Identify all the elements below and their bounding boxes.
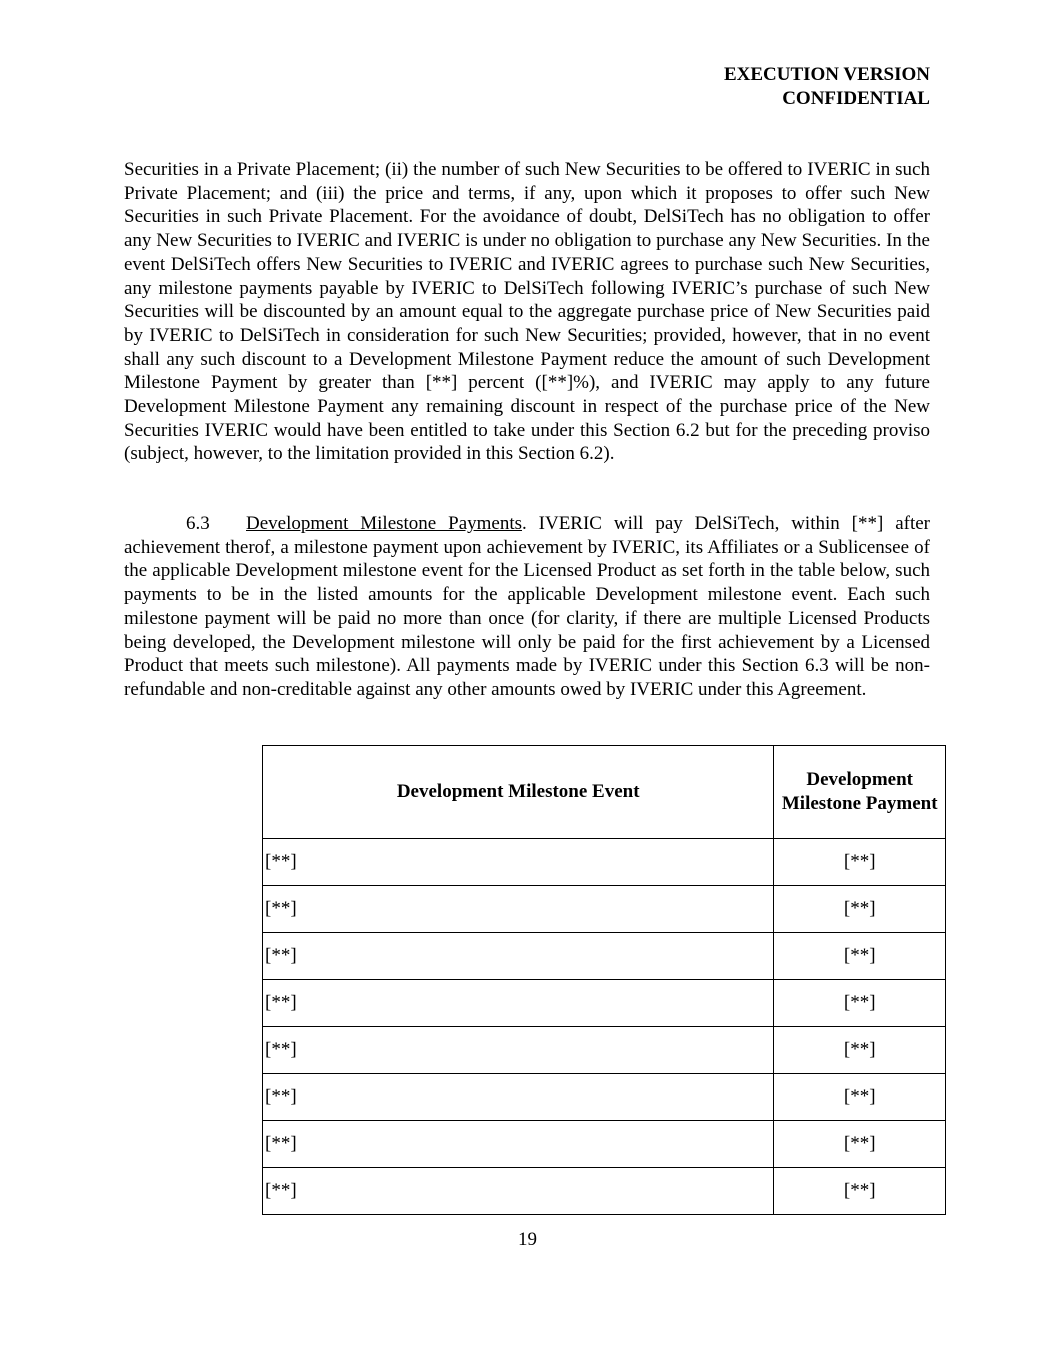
document-header (724, 63, 930, 111)
milestone-payment-cell: [**] (774, 1027, 946, 1074)
milestone-payment-cell: [**] (774, 1074, 946, 1121)
milestone-event-cell: [**] (263, 839, 774, 886)
milestone-payment-cell: [**] (774, 980, 946, 1027)
milestone-table (262, 745, 946, 1215)
table-row (263, 886, 946, 933)
column-header-payment: Development Milestone Payment (774, 746, 946, 839)
milestone-event-cell: [**] (263, 1074, 774, 1121)
table-row (263, 933, 946, 980)
section-6-3-paragraph (124, 512, 930, 702)
section-heading: Development Milestone Payments (246, 513, 523, 534)
milestone-event-cell: [**] (263, 980, 774, 1027)
milestone-payment-cell: [**] (774, 933, 946, 980)
column-header-event: Development Milestone Event (263, 746, 774, 839)
confidential-label: CONFIDENTIAL (782, 88, 930, 109)
table-row (263, 1074, 946, 1121)
milestone-payment-cell: [**] (774, 886, 946, 933)
milestone-event-cell: [**] (263, 933, 774, 980)
table-row (263, 839, 946, 886)
table-header-row (263, 746, 946, 839)
milestone-payment-cell: [**] (774, 1121, 946, 1168)
table-row (263, 1168, 946, 1215)
milestone-payment-cell: [**] (774, 839, 946, 886)
execution-version-label: EXECUTION VERSION (723, 64, 930, 85)
milestone-event-cell: [**] (263, 1121, 774, 1168)
milestone-event-cell: [**] (263, 1027, 774, 1074)
section-number: 6.3 (186, 513, 210, 534)
body-paragraph-private-placement: Securities in a Private Placement; (ii) the number of such New Securities to be offered to IVERIC in such Private Placement; and (iii) the price and terms, if any, upon which it proposes to offer such New Securities in such Private Placement. For the avoidance of doubt, DelSiTech has no obligation to offer any New Securities to IVERIC and IVERIC is under no obligation to purchase any New Securities. In the event DelSiTech offers New Securities to IVERIC and IVERIC agrees to purchase such New Securities, any milestone payments payable by IVERIC to DelSiTech following IVERIC’s purchase of such New Securities will be discounted by an amount equal to the aggregate purchase price of New Securities paid by IVERIC to DelSiTech in consideration for such New Securities; provided, however, that in no event shall any such discount to a Development Milestone Payment reduce the amount of such Development Milestone Payment by greater than [**] percent ([**]%), and IVERIC may apply to any future Development Milestone Payment any remaining discount in respect of the purchase price of the New Securities IVERIC would have been entitled to take under this Section 6.2 but for the preceding proviso (subject, however, to the limitation provided in this Section 6.2). (124, 159, 930, 465)
milestone-event-cell: [**] (263, 1168, 774, 1215)
milestone-event-cell: [**] (263, 886, 774, 933)
page-number: 19 (518, 1229, 537, 1250)
table-row (263, 1027, 946, 1074)
table-row (263, 980, 946, 1027)
milestone-payment-cell: [**] (774, 1168, 946, 1215)
section-body: . IVERIC will pay DelSiTech, within [**] after achievement therof, a milestone payment upon achievement by IVERIC, its Affiliates or a Sublicensee of the applicable Development milestone event for the Licensed Product as set forth in the table below, such payments to be in the listed amounts for the applicable Development milestone event. Each such milestone payment will be paid no more than once (for clarity, if there are multiple Licensed Products being developed, the Development milestone will only be paid for the first achievement by a Licensed Product that meets such milestone). All payments made by IVERIC under this Section 6.3 will be non-refundable and non-creditable against any other amounts owed by IVERIC under this Agreement. (124, 513, 930, 700)
table-row (263, 1121, 946, 1168)
